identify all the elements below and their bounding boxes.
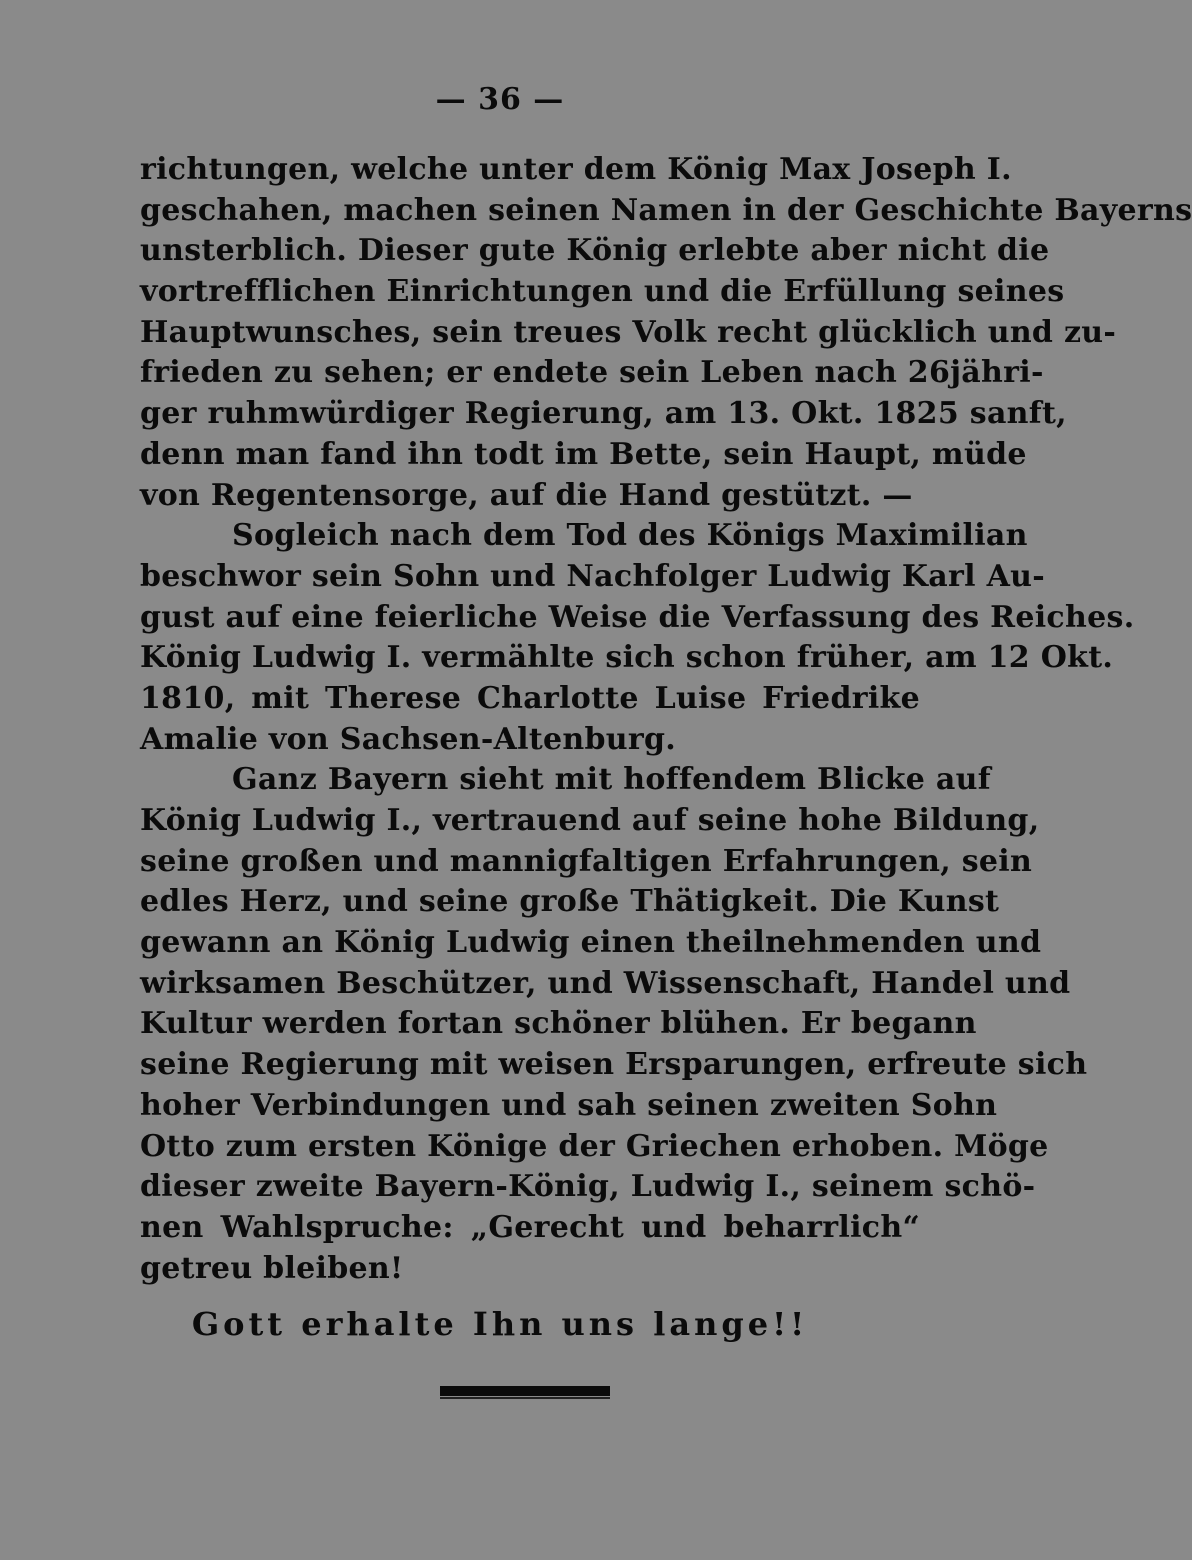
text-line: Amalie von Sachsen-Altenburg.	[140, 721, 677, 757]
text-line: Hauptwunsches, sein treues Volk recht glücklich und zu-	[140, 314, 1117, 350]
text-line: Kultur werden fortan schöner blühen. Er begann	[140, 1006, 977, 1042]
text-line: edles Herz, und seine große Thätigkeit. Die Kunst	[140, 884, 1000, 920]
text-line: hoher Verbindungen und sah seinen zweiten Sohn	[140, 1087, 998, 1123]
end-rule	[440, 1386, 610, 1396]
text-line: unsterblich. Dieser gute König erlebte aber nicht die	[140, 233, 1050, 269]
text-line: beschwor sein Sohn und Nachfolger Ludwig Karl Au-	[140, 558, 1046, 594]
text-line: König Ludwig I. vermählte sich schon früher, am 12 Okt.	[140, 640, 1114, 676]
closing-line: Gott erhalte Ihn uns lange!!	[191, 1305, 809, 1343]
text-line: getreu bleiben!	[140, 1250, 404, 1286]
text-line: seine Regierung mit weisen Ersparungen, erfreute sich	[140, 1047, 1088, 1083]
body-text	[140, 150, 1192, 1289]
text-line: Ganz Bayern sieht mit hoffendem Blicke auf	[232, 762, 991, 798]
text-line: seine großen und mannigfaltigen Erfahrungen, sein	[140, 843, 1033, 879]
text-line: vortrefflichen Einrichtungen und die Erfüllung seines	[140, 274, 1065, 310]
text-line: gewann an König Ludwig einen theilnehmenden und	[140, 925, 1042, 961]
text-line: nen Wahlspruche: „Gerecht und beharrlich“	[140, 1209, 920, 1245]
page-number: — 36 —	[435, 82, 565, 117]
text-line: König Ludwig I., vertrauend auf seine hohe Bildung,	[140, 803, 1040, 838]
text-line: gust auf eine feierliche Weise die Verfassung des Reiches.	[140, 599, 1135, 635]
text-line: von Regentensorge, auf die Hand gestützt. —	[140, 477, 913, 513]
text-line: 1810, mit Therese Charlotte Luise Friedrike	[140, 680, 920, 716]
text-line: frieden zu sehen; er endete sein Leben nach 26jähri-	[140, 355, 1044, 391]
text-line: dieser zweite Bayern-König, Ludwig I., seinem schö-	[140, 1169, 1036, 1205]
text-line: geschahen, machen seinen Namen in der Geschichte Bayerns	[140, 192, 1192, 228]
text-line: denn man fand ihn todt im Bette, sein Haupt, müde	[140, 436, 1027, 472]
text-line: Sogleich nach dem Tod des Königs Maximilian	[232, 518, 1028, 554]
text-line: ger ruhmwürdiger Regierung, am 13. Okt. 1825 sanft,	[140, 396, 1067, 432]
text-line: Otto zum ersten Könige der Griechen erhoben. Möge	[140, 1128, 1049, 1164]
text-line: richtungen, welche unter dem König Max Joseph I.	[140, 152, 1012, 187]
text-line: wirksamen Beschützer, und Wissenschaft, Handel und	[140, 965, 1071, 1001]
